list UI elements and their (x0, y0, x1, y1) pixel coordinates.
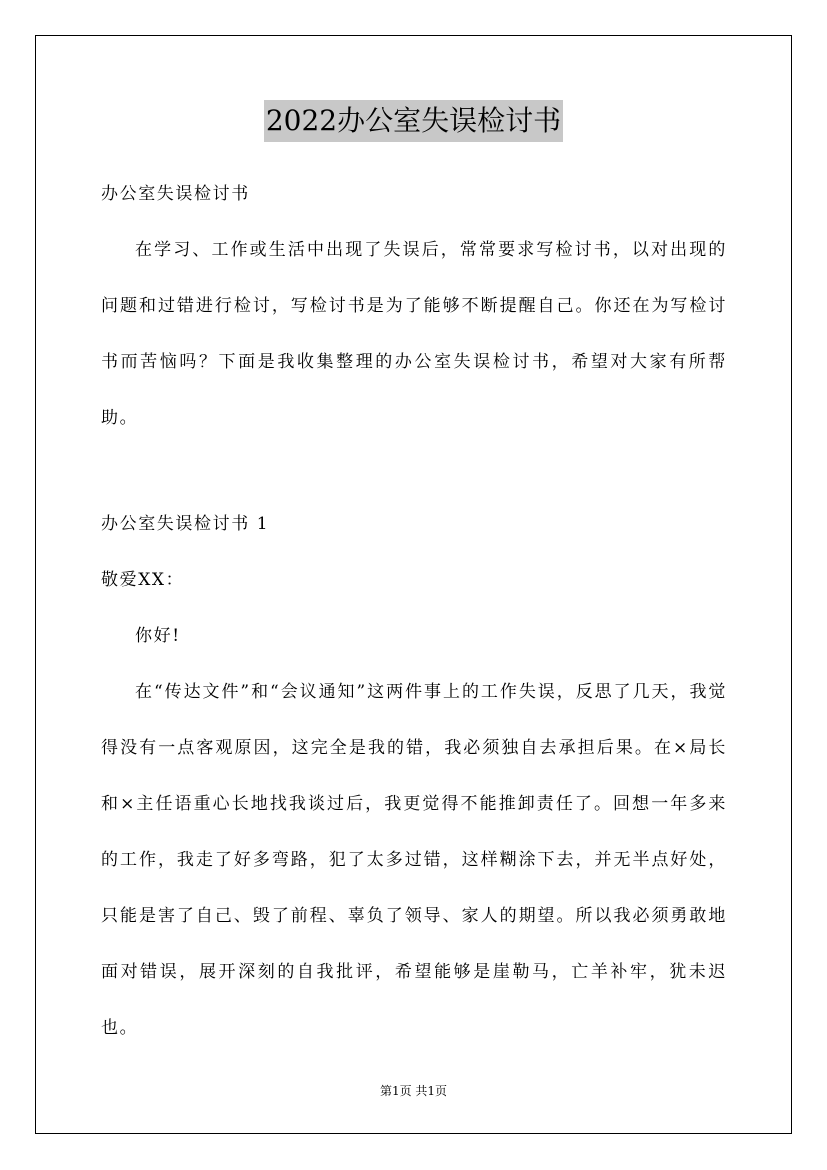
greeting: 你好! (135, 626, 181, 646)
body-paragraph: 在“传达文件”和“会议通知”这两件事上的工作失误，反思了几天，我觉得没有一点客观原因，这完全是我的错，我必须独自去承担后果。在×局长和×主任语重心长地找我谈过后，我更觉得不能推卸责任了。回想一年多来的工作，我走了好多弯路，犯了太多过错，这样糊涂下去，并无半点好处，只能是害了自己、毁了前程、辜负了领导、家人的期望。所以我必须勇敢地面对错误，展开深刻的自我批评，希望能够是崖勒马，亡羊补牢，犹未迟也。 (101, 682, 727, 1038)
page-footer: 第1页 共1页 (379, 1084, 448, 1098)
document-title: 2022办公室失误检讨书 (264, 100, 563, 142)
intro-paragraph: 在学习、工作或生活中出现了失误后，常常要求写检讨书，以对出现的问题和过错进行检讨，写检讨书是为了能够不断提醒自己。你还在为写检讨书而苦恼吗？下面是我收集整理的办公室失误检讨书，希望对大家有所帮助。 (101, 240, 727, 428)
document-body (101, 176, 727, 1056)
document-subtitle: 办公室失误检讨书 (101, 184, 250, 204)
section-heading: 办公室失误检讨书 1 (101, 514, 270, 534)
salutation: 敬爱XX： (101, 570, 185, 590)
title-container (0, 100, 827, 142)
